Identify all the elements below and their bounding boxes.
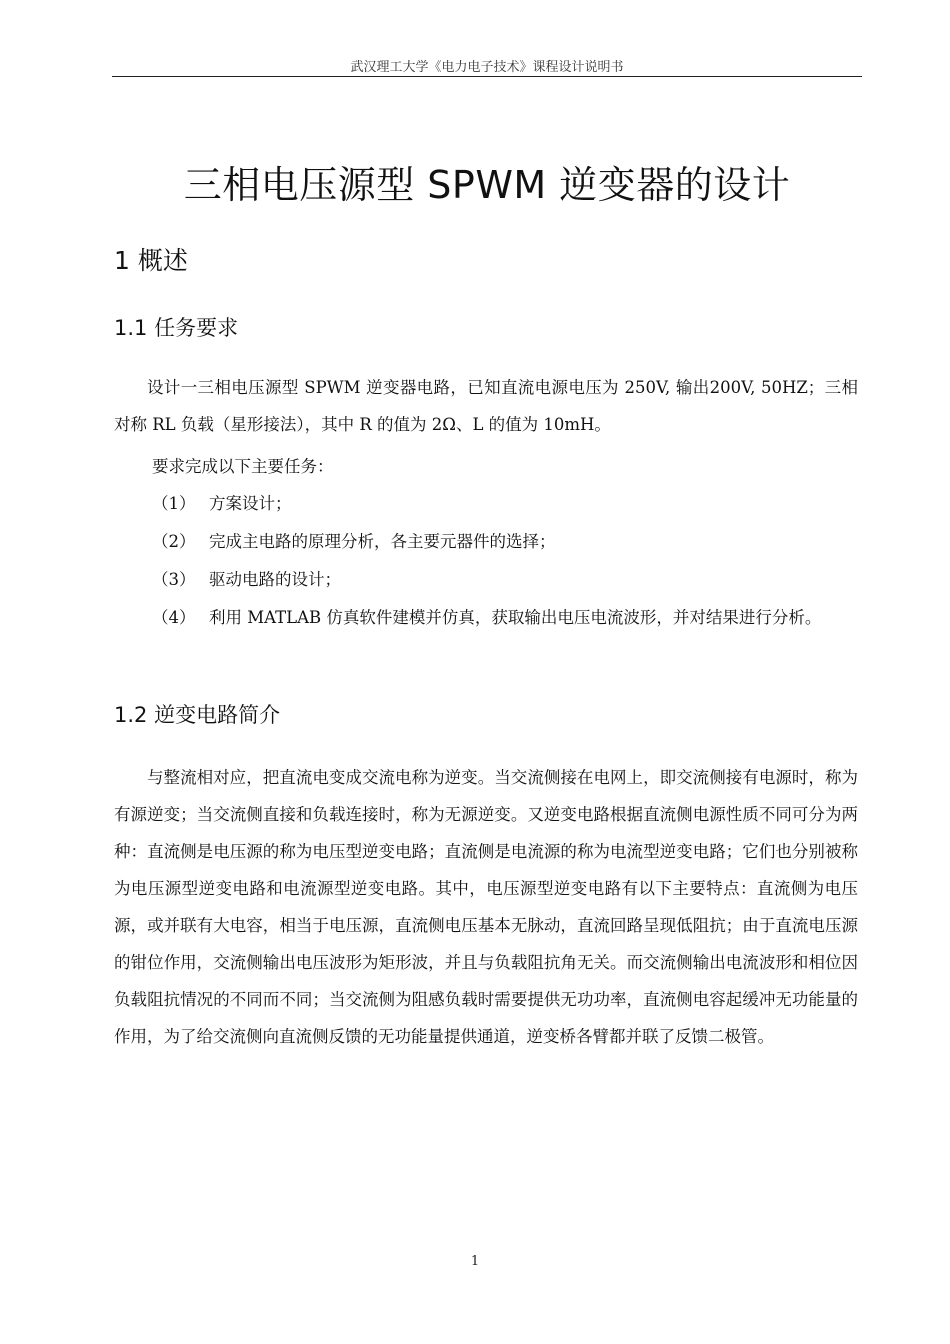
list-item-number: （4） xyxy=(152,608,196,627)
list-item-number: （2） xyxy=(152,532,196,551)
list-item-text: 利用 MATLAB 仿真软件建模并仿真，获取输出电压电流波形，并对结果进行分析。 xyxy=(209,608,822,627)
list-item-text: 驱动电路的设计； xyxy=(209,570,341,589)
list-item xyxy=(152,599,858,637)
document-title: 三相电压源型 SPWM 逆变器的设计 xyxy=(183,163,791,207)
section-heading-inverter-intro: 1.2 逆变电路简介 xyxy=(114,703,281,727)
header-divider xyxy=(112,76,862,77)
list-item-text: 完成主电路的原理分析，各主要元器件的选择； xyxy=(209,532,556,551)
list-item xyxy=(152,561,858,599)
section-heading-overview: 1 概述 xyxy=(114,246,188,275)
section-heading-task-requirements: 1.1 任务要求 xyxy=(114,316,239,340)
requirements-intro: 要求完成以下主要任务： xyxy=(152,457,334,476)
running-header: 武汉理工大学《电力电子技术》课程设计说明书 xyxy=(350,60,624,75)
page-number: 1 xyxy=(470,1254,480,1269)
list-item-text: 方案设计； xyxy=(209,494,292,513)
list-item xyxy=(152,523,858,561)
list-item xyxy=(152,485,858,523)
task-description-paragraph: 设计一三相电压源型 SPWM 逆变器电路，已知直流电源电压为 250V, 输出200V, 50HZ；三相对称 RL 负载（星形接法），其中 R 的值为 2Ω、L 的值为 10mH。 xyxy=(114,378,858,434)
requirements-list xyxy=(152,485,858,637)
list-item-number: （3） xyxy=(152,570,196,589)
list-item-number: （1） xyxy=(152,494,196,513)
inverter-intro-paragraph: 与整流相对应，把直流电变成交流电称为逆变。当交流侧接在电网上，即交流侧接有电源时，称为有源逆变；当交流侧直接和负载连接时，称为无源逆变。又逆变电路根据直流侧电源性质不同可分为两种：直流侧是电压源的称为电压型逆变电路；直流侧是电流源的称为电流型逆变电路；它们也分别被称为电压源型逆变电路和电流源型逆变电路。其中，电压源型逆变电路有以下主要特点：直流侧为电压源，或并联有大电容，相当于电压源，直流侧电压基本无脉动，直流回路呈现低阻抗；由于直流电压源的钳位作用，交流侧输出电压波形为矩形波，并且与负载阻抗角无关。而交流侧输出电流波形和相位因负载阻抗情况的不同而不同；当交流侧为阻感负载时需要提供无功功率，直流侧电容起缓冲无功能量的作用，为了给交流侧向直流侧反馈的无功能量提供通道，逆变桥各臂都并联了反馈二极管。 xyxy=(114,768,858,1046)
